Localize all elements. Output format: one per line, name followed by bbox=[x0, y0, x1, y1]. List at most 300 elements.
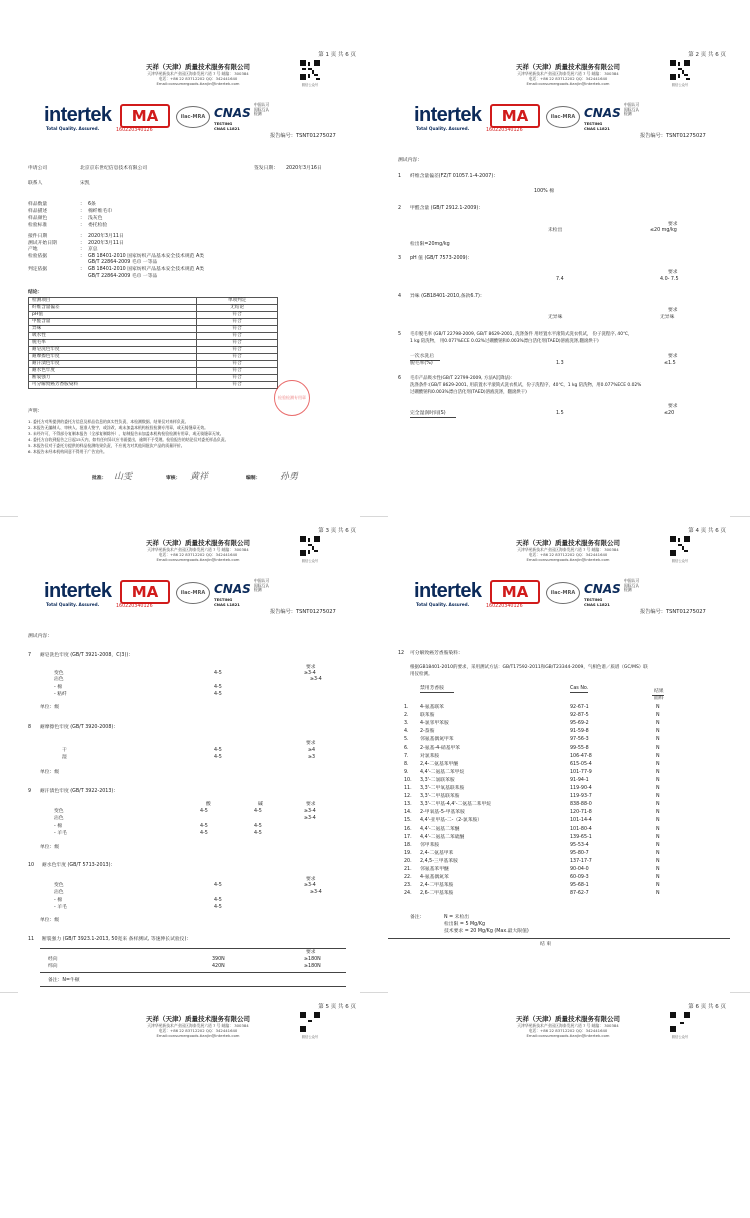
cnas-logo: CNAS bbox=[214, 106, 251, 120]
amine-name: 邻甲苯胺 bbox=[420, 842, 440, 848]
underline bbox=[570, 692, 588, 693]
item-title-absorbency: 毛巾产品吸水性(GB/T 22799-2009, 方法A沉降法)： bbox=[410, 376, 515, 381]
section-washing-fastness: 耐皂洗色牢度 (GB/T 3921-2008，C(3))： bbox=[40, 653, 134, 658]
test-info-value: 2020年3月11日 bbox=[88, 240, 124, 246]
amine-number: 8. bbox=[404, 761, 409, 767]
table-cell: 符合 bbox=[197, 326, 278, 333]
page-number: 第 4 页 共 6 页 bbox=[688, 528, 726, 534]
amine-name: 3,3'-二甲基-4,4'-二氨基二苯甲烷 bbox=[420, 802, 492, 808]
test-info-value: GB/T 22864-2009 毛巾 一等品 bbox=[88, 260, 158, 266]
table-cell: 符合 bbox=[197, 312, 278, 319]
qr-caption: 微信公众号 bbox=[671, 83, 689, 87]
staining-label: 沾色 bbox=[54, 890, 64, 895]
company-name: 天祥（天津）质量技术服务有限公司 bbox=[516, 63, 620, 71]
amine-number: 1. bbox=[404, 705, 409, 710]
cotton-label: - 棉 bbox=[54, 898, 63, 903]
note-item: 2. 本报告无编制人、审核人、批准人签字，或涂改，或未加盖本机构检验检测专用章，或无骑缝章无效。 bbox=[28, 425, 209, 430]
grade-requirement: ≥3-4 bbox=[304, 809, 316, 814]
table-row bbox=[29, 361, 278, 368]
amine-number: 9. bbox=[404, 769, 409, 775]
method-description-2: 用仪检测。 bbox=[410, 672, 433, 677]
company-address: 天津华苑新技术产业园区海泰发展六道 7 号 邮编： 300384 bbox=[517, 1023, 619, 1028]
table-cell: 符合 bbox=[197, 361, 278, 368]
ma-number: 160220340126 bbox=[486, 604, 523, 609]
cnas-cn: 中国认可 国际互认 检测 bbox=[254, 102, 270, 117]
cnas-cn: 中国认可 国际互认 检测 bbox=[624, 102, 640, 117]
company-phone: 电话：+86 22 83712202 QQ：342441640 bbox=[528, 76, 608, 81]
test-info-label: 判定依据 bbox=[28, 267, 48, 272]
amine-number: 21. bbox=[404, 867, 412, 872]
amine-cas: 101-77-9 bbox=[570, 769, 592, 775]
amine-name: 2,4-二氨基甲苯 bbox=[420, 850, 454, 856]
field-colon: ： bbox=[80, 253, 85, 259]
unit-label: 单位：级 bbox=[40, 845, 60, 850]
company-email: Email:consumergoods.tianjin@intertek.com bbox=[156, 1033, 240, 1038]
amine-cas: 139-65-1 bbox=[570, 834, 592, 840]
amine-number: 23. bbox=[404, 883, 412, 889]
test-info-label: 测试开始日期 bbox=[28, 240, 57, 246]
table-row bbox=[29, 347, 278, 354]
test-info-value: 2020年3月11日 bbox=[88, 234, 124, 239]
amine-number: 22. bbox=[404, 875, 412, 881]
grade-value: 4-5 bbox=[214, 748, 222, 753]
cnas-logo: CNAS bbox=[214, 582, 251, 596]
amine-name: 2-甲氧基-5-甲基苯胺 bbox=[420, 810, 465, 816]
item-number: 3 bbox=[398, 256, 402, 261]
company-email: Email:consumergoods.tianjin@intertek.com bbox=[156, 81, 240, 86]
ma-number: 160220340126 bbox=[486, 128, 523, 133]
field-colon: ： bbox=[80, 267, 85, 272]
item-number: 1 bbox=[398, 174, 402, 179]
amine-result: N bbox=[656, 810, 660, 816]
formaldehyde-limit: 检出限=20mg/kg bbox=[410, 242, 450, 247]
company-header bbox=[98, 538, 298, 562]
amine-cas: 106-47-8 bbox=[570, 753, 592, 759]
amine-result: N bbox=[656, 802, 660, 808]
field-colon: ： bbox=[80, 240, 85, 246]
contact-value: 宋凯 bbox=[80, 181, 90, 186]
table-cell: 符合 bbox=[197, 333, 278, 340]
item-title-fiber: 纤维含量偏差(FZ/T 01057.1-4-2007)： bbox=[410, 174, 498, 179]
table-row bbox=[29, 326, 278, 333]
company-address: 天津华苑新技术产业园区海泰发展六道 7 号 邮编： 300384 bbox=[147, 547, 249, 552]
item-title-lint: 毛巾脱毛率 (GB/T 22798-2009, GB/T 8629-2001, 洗涤条件 用经置水平滚筒式洗衣机试， 份子洗程序, 40℃， bbox=[410, 332, 633, 337]
qr-caption: 微信公众号 bbox=[301, 83, 319, 87]
table-row bbox=[29, 312, 278, 319]
amine-number: 19. bbox=[404, 850, 412, 856]
field-value: 委托检验 bbox=[88, 223, 108, 228]
item-title-odor: 异味 (GB18401-2010,条款6.7)： bbox=[410, 294, 485, 299]
amine-name: 4-氨基偶氮苯 bbox=[420, 875, 449, 881]
section-aromatic-amines: 可分解致癌芳香胺染料： bbox=[410, 651, 463, 656]
qr-code-icon bbox=[300, 1012, 320, 1032]
grade-value: 4-5 bbox=[214, 671, 222, 676]
amine-name: 3,3'-二甲基联苯胺 bbox=[420, 794, 460, 800]
amine-result: N bbox=[656, 834, 660, 840]
grade-requirement: ≥3-4 bbox=[310, 677, 322, 682]
company-header bbox=[98, 1014, 298, 1038]
section-water-fastness: 耐水色牢度 (GB/T 5713-2013)： bbox=[42, 863, 116, 868]
amine-name: 对氯苯胺 bbox=[420, 753, 440, 759]
intertek-tagline: Total Quality. Assured. bbox=[46, 602, 100, 607]
amine-cas: 92-67-1 bbox=[570, 705, 589, 710]
note-item: 6. 本报告未经本机构同意不得用于广告宣传。 bbox=[28, 449, 107, 454]
weft-label: 纬向 bbox=[48, 964, 58, 969]
table-row bbox=[29, 333, 278, 340]
test-contents-label: 测试内容： bbox=[28, 634, 52, 639]
grade-requirement: ≥3-4 bbox=[304, 883, 316, 888]
page-number: 第 1 页 共 6 页 bbox=[318, 52, 356, 58]
test-contents-label: 测试内容： bbox=[398, 158, 422, 163]
field-colon: ： bbox=[80, 234, 85, 239]
grade-value: 4-5 bbox=[214, 905, 222, 910]
amine-result: N bbox=[656, 753, 660, 759]
amine-number: 7. bbox=[404, 753, 409, 759]
company-name: 天祥（天津）质量技术服务有限公司 bbox=[146, 63, 250, 71]
table-cell: 吸水性 bbox=[29, 333, 197, 340]
weft-value: 420N bbox=[212, 964, 225, 969]
conclusion-table bbox=[28, 297, 278, 389]
company-address: 天津华苑新技术产业园区海泰发展六道 7 号 邮编： 300384 bbox=[147, 71, 249, 76]
amine-result: N bbox=[656, 818, 660, 824]
grade-value: 4-5 bbox=[214, 755, 222, 760]
company-header bbox=[98, 62, 298, 86]
report-page-3: 第 3 页 共 6 页 天祥（天津）质量技术服务有限公司 天津华苑新技术产业园区海泰发展六道 7 号 邮编： 300384 电话：+86 22 83712202 QQ：342441640 Email:consumergoods.tianjin@intertek.com 微信公众号 intertek Total Quality. Assured. MA 160220340126 ilac-MRA CNAS TESTING CNAS L1821 中国认可 国际互认 检测 报告编号：TSNT01275027 测试内容： 7 耐皂洗色牢度 (GB/T 3921-2008，C(3))： 要求 变色 4-5 ≥3-4 沾色 ≥3-4 - 棉 4-5 - 粘纤 4-5 单位：级 8 耐摩擦色牢度 (GB/T 3920-2008)： 要求 干 4-5 ≥4 湿 4-5 ≥3 单位：级 9 耐汗渍色牢度 (GB/T 3922-2013)： 酸 碱 要求 变色 4-5 4-5 ≥3-4 沾色 ≥3-4 - 棉 4-5 4-5 - 羊毛 4-5 4-5 单位：级 10 耐水色牢度 (GB/T 5713-2013)： 要求 变色 4-5 ≥3-4 沾色 ≥3-4 - 棉 4-5 - 羊毛 4-5 单位：级 11 断裂强力 (GB/T 3923.1-2013, 50宽来 条样测试, 等速伸长试验仪)： 要求 经向 390N ≥180N 纬向 420N ≥180N 备注：N=牛顿 bbox=[18, 520, 360, 996]
accreditation-logos bbox=[398, 100, 728, 139]
company-header bbox=[468, 62, 668, 86]
amine-number: 18. bbox=[404, 842, 412, 848]
field-value: 浅灰色 bbox=[88, 216, 103, 221]
field-colon: ： bbox=[80, 216, 85, 221]
table-cell: 脱毛率 bbox=[29, 340, 197, 347]
item-number: 2 bbox=[398, 206, 402, 211]
reviewer-signature: 黄祥 bbox=[190, 472, 209, 482]
lint-rate-label: 脱毛率(%) bbox=[410, 361, 433, 366]
odor-result: 无异味 bbox=[548, 315, 563, 320]
amine-number: 14. bbox=[404, 810, 412, 816]
company-phone: 电话：+86 22 83712202 QQ：342441640 bbox=[158, 1028, 238, 1033]
qr-caption: 微信公众号 bbox=[671, 1035, 689, 1039]
absorbency-requirement: ≤20 bbox=[664, 411, 675, 416]
ilac-mra-logo: ilac-MRA bbox=[546, 582, 580, 604]
warp-label: 经向 bbox=[48, 957, 58, 962]
remark-nd: N = 未检出 bbox=[444, 915, 470, 920]
company-name: 天祥（天津）质量技术服务有限公司 bbox=[516, 539, 620, 547]
amine-cas: 101-80-4 bbox=[570, 826, 592, 832]
requirement-label: 要求 bbox=[668, 354, 678, 359]
contact-label: 联系人 bbox=[28, 181, 43, 186]
amine-result: N bbox=[656, 713, 660, 719]
absorbency-result: 1.5 bbox=[556, 411, 564, 416]
amine-cas: 95-68-1 bbox=[570, 883, 589, 889]
field-colon: ： bbox=[80, 202, 85, 207]
ma-mark: MA bbox=[490, 104, 540, 128]
company-phone: 电话：+86 22 83712202 QQ：342441640 bbox=[528, 1028, 608, 1033]
amine-result: N bbox=[656, 705, 660, 710]
amine-result: N bbox=[656, 761, 660, 767]
amine-number: 3. bbox=[404, 721, 409, 727]
cnas-logo: CNAS bbox=[584, 106, 621, 120]
ma-number: 160220340126 bbox=[116, 604, 153, 609]
strength-requirement: ≥180N bbox=[304, 957, 321, 962]
remark-requirement: 技术要求 = 20 Mg/Kg (Max.最大限值) bbox=[444, 929, 529, 934]
requirement-label: 要求 bbox=[668, 222, 678, 227]
amine-name: 4,4'-二氨基二苯硫醚 bbox=[420, 834, 465, 840]
formaldehyde-requirement: ≤20 mg/kg bbox=[650, 228, 677, 233]
intertek-logo: intertek bbox=[414, 580, 482, 602]
amine-cas: 101-14-4 bbox=[570, 818, 592, 824]
amine-cas: 119-90-4 bbox=[570, 786, 592, 791]
grade-value: 4-5 bbox=[214, 883, 222, 888]
page-number: 第 3 页 共 6 页 bbox=[318, 528, 356, 534]
page-number: 第 5 页 共 6 页 bbox=[318, 1004, 356, 1010]
dry-label: 干 bbox=[62, 748, 67, 753]
end-marker: 结 束 bbox=[540, 942, 552, 947]
amine-number: 13. bbox=[404, 802, 412, 808]
viscose-label: - 粘纤 bbox=[54, 692, 67, 697]
company-email: Email:consumergoods.tianjin@intertek.com bbox=[156, 557, 240, 562]
table-cell: 纤维含量偏差 bbox=[29, 305, 197, 312]
table-cell: 符合 bbox=[197, 319, 278, 326]
approver-signature: 山雯 bbox=[114, 472, 133, 482]
amine-result: N bbox=[656, 777, 660, 783]
table-cell: pH值 bbox=[29, 312, 197, 319]
amine-name: 4,4'-二氨基二苯醚 bbox=[420, 826, 460, 832]
grade-requirement: ≥3-4 bbox=[304, 816, 316, 821]
amine-result: N bbox=[656, 737, 660, 743]
lint-conditions: 1 kg 陪洗物， 用0.077%ECE 0.02%过硼酸钠和0.003%漂白活化剂(TAED)溶液洗涤,翻滚烘干) bbox=[410, 339, 599, 344]
test-info-value: GB 18401-2010 国家纺织产品基本安全技术规范 A类 bbox=[88, 253, 205, 259]
grade-requirement: ≥3 bbox=[308, 755, 316, 760]
company-email: Email:consumergoods.tianjin@intertek.com bbox=[526, 1033, 610, 1038]
amine-number: 15. bbox=[404, 818, 412, 824]
inspection-stamp: 检验检测专用章 bbox=[274, 380, 310, 416]
cotton-label: - 棉 bbox=[54, 824, 63, 829]
amine-cas: 120-71-8 bbox=[570, 810, 592, 816]
cotton-label: - 棉 bbox=[54, 685, 63, 690]
field-label: 检验标准 bbox=[28, 223, 48, 228]
table-row bbox=[29, 340, 278, 347]
ilac-mra-logo: ilac-MRA bbox=[546, 106, 580, 128]
report-page-6 bbox=[388, 996, 730, 1056]
grade-requirement: ≥3-4 bbox=[310, 890, 322, 895]
company-address: 天津华苑新技术产业园区海泰发展六道 7 号 邮编： 300384 bbox=[517, 71, 619, 76]
color-change-label: 变色 bbox=[54, 883, 64, 888]
approved-label: 批准： bbox=[92, 476, 107, 481]
amine-name: 4,4'-二氨基二苯甲烷 bbox=[420, 769, 465, 775]
note-item: 3. 未经许可，不得部分复制本报告（全部复制除外），复制报告未加盖本机构检验检测专用章，或无骑缝章无效。 bbox=[28, 431, 224, 436]
company-header bbox=[468, 538, 668, 562]
table-cell: 耐汗渍色牢度 bbox=[29, 361, 197, 368]
page-number: 第 2 页 共 6 页 bbox=[688, 52, 726, 58]
cas-column-header: Cas No. bbox=[570, 686, 589, 691]
table-header-cell: 检测项目 bbox=[29, 298, 197, 305]
method-description: 根据GB18401-2010的要求，采用测试方法：GB/T17592-2011和GB/T23344-2009，气相色谱／质谱（GC/MS）联 bbox=[410, 665, 648, 670]
grade-value: 4-5 bbox=[214, 692, 222, 697]
table-header-row bbox=[29, 298, 278, 305]
result-column-header: 结果 bbox=[654, 689, 664, 694]
table-cell: 异味 bbox=[29, 326, 197, 333]
amine-result: N bbox=[656, 875, 660, 881]
absorbency-conditions-2: 过硼酸钠和0.003%漂白活化剂(TAED)溶液洗涤，翻滚烘干) bbox=[410, 390, 527, 395]
amine-name: 2-氨基-4-硝基甲苯 bbox=[420, 745, 461, 751]
amine-name: 2,4,5-三甲基苯胺 bbox=[420, 858, 458, 864]
cnas-sub: TESTING CNAS L1821 bbox=[584, 597, 610, 607]
amine-result: N bbox=[656, 891, 660, 897]
note-item: 4. 委托方自收到报告之日起15天内，如有任何异议应书面提出，逾期不予受理。检验报告的结论仅对委托样品负责。 bbox=[28, 437, 229, 442]
applicant-label: 申请公司 bbox=[28, 166, 48, 171]
amine-cas: 95-53-4 bbox=[570, 842, 589, 848]
company-phone: 电话：+86 22 83712202 QQ：342441640 bbox=[158, 552, 238, 557]
ph-result: 7.4 bbox=[556, 277, 564, 282]
amine-number: 12. bbox=[404, 794, 412, 800]
acid-label: 酸 bbox=[206, 802, 211, 807]
amine-cas: 838-88-0 bbox=[570, 802, 592, 808]
amine-cas: 87-62-7 bbox=[570, 891, 589, 897]
intertek-tagline: Total Quality. Assured. bbox=[416, 602, 470, 607]
grade-value: 4-5 bbox=[214, 898, 222, 903]
company-email: Email:consumergoods.tianjin@intertek.com bbox=[526, 557, 610, 562]
requirement-label: 要求 bbox=[668, 404, 678, 409]
company-phone: 电话：+86 22 83712202 QQ：342441640 bbox=[528, 552, 608, 557]
test-info-value: GB/T 22864-2009 毛巾 一等品 bbox=[88, 273, 158, 279]
field-label: 样品描述 bbox=[28, 209, 48, 214]
table-cell: 符合 bbox=[197, 354, 278, 361]
qr-code-icon bbox=[670, 536, 690, 556]
test-info-label: 产地 bbox=[28, 247, 38, 253]
table-rule bbox=[40, 948, 346, 949]
amine-name: 4-氯邻甲苯胺 bbox=[420, 721, 449, 727]
grade-value: 4-5 bbox=[214, 685, 222, 690]
table-cell: 符合 bbox=[197, 382, 278, 389]
report-number: 报告编号：TSNT01275027 bbox=[270, 609, 336, 615]
remark-label: 备注： bbox=[410, 915, 425, 920]
grade-value: 4-5 bbox=[200, 824, 208, 829]
staining-label: 沾色 bbox=[54, 816, 64, 821]
cnas-cn: 中国认可 国际互认 检测 bbox=[624, 578, 640, 593]
grade-value: 4-5 bbox=[200, 809, 208, 814]
qr-code-icon bbox=[300, 536, 320, 556]
grade-value: 4-5 bbox=[254, 831, 262, 836]
qr-code-icon bbox=[670, 60, 690, 80]
unit-label: 单位：级 bbox=[40, 918, 60, 923]
amine-result: N bbox=[656, 850, 660, 856]
amine-cas: 91-59-8 bbox=[570, 729, 589, 735]
amine-number: 2. bbox=[404, 713, 409, 719]
amine-number: 10. bbox=[404, 777, 412, 783]
amine-name: 2,6-二甲基苯胺 bbox=[420, 891, 454, 897]
applicant-value: 北京京东世纪信息技术有限公司 bbox=[80, 166, 148, 171]
test-info-label: 接件日期 bbox=[28, 234, 48, 239]
amine-result: N bbox=[656, 858, 660, 864]
fabric-column-header: 面料 bbox=[654, 696, 664, 701]
lint-requirement: ≤1.5 bbox=[664, 361, 676, 366]
underline bbox=[410, 417, 456, 418]
table-row bbox=[29, 305, 278, 312]
report-page-5 bbox=[18, 996, 360, 1056]
amine-result: N bbox=[656, 883, 660, 889]
wool-label: - 羊毛 bbox=[54, 831, 67, 836]
table-row bbox=[29, 368, 278, 375]
unit-label: 单位：级 bbox=[40, 705, 60, 710]
requirement-label: 要求 bbox=[306, 665, 316, 670]
amine-name: 联苯胺 bbox=[420, 713, 435, 719]
ma-number: 160220340126 bbox=[116, 128, 153, 133]
ilac-mra-logo: ilac-MRA bbox=[176, 106, 210, 128]
amine-number: 4. bbox=[404, 729, 409, 735]
formaldehyde-result: 未检出 bbox=[548, 228, 563, 233]
lint-result: 1.3 bbox=[556, 361, 564, 366]
notes-label: 声明： bbox=[28, 409, 43, 414]
table-cell: 耐摩擦色牢度 bbox=[29, 354, 197, 361]
fiber-result: 100% 棉 bbox=[534, 189, 555, 194]
conclusion-label: 结论： bbox=[28, 290, 43, 295]
field-colon: ： bbox=[80, 209, 85, 214]
amine-result: N bbox=[656, 745, 660, 751]
table-cell: 耐皂洗色牢度 bbox=[29, 347, 197, 354]
grade-value: 4-5 bbox=[200, 831, 208, 836]
intertek-tagline: Total Quality. Assured. bbox=[46, 126, 100, 131]
item-title-ph: pH 值 (GB/T 7573-2009)： bbox=[410, 256, 473, 261]
amine-name: 2,4-二甲基苯胺 bbox=[420, 883, 454, 889]
compiler-signature: 孙勇 bbox=[280, 472, 299, 482]
amine-name: 3,3'-二氯联苯胺 bbox=[420, 777, 455, 783]
field-colon: ： bbox=[80, 223, 85, 228]
amine-number: 24. bbox=[404, 891, 412, 897]
amine-number: 6. bbox=[404, 745, 409, 751]
cnas-sub: TESTING CNAS L1821 bbox=[214, 121, 240, 131]
amine-name: 2-萘胺 bbox=[420, 729, 435, 735]
cnas-cn: 中国认可 国际互认 检测 bbox=[254, 578, 270, 593]
amine-result: N bbox=[656, 867, 660, 872]
intertek-logo: intertek bbox=[44, 580, 112, 602]
intertek-logo: intertek bbox=[44, 104, 112, 126]
ph-requirement: 4.0- 7.5 bbox=[660, 277, 679, 282]
ma-mark: MA bbox=[120, 104, 170, 128]
qr-caption: 微信公众号 bbox=[301, 1035, 319, 1039]
accreditation-logos bbox=[398, 576, 728, 615]
note-item: 1. 委托方对所提供的委托方信息及样品信息的真实性负责，本检测数据、结果仅对来样负责。 bbox=[28, 419, 189, 424]
amine-result: N bbox=[656, 842, 660, 848]
amine-result: N bbox=[656, 721, 660, 727]
table-rule bbox=[40, 986, 346, 987]
grade-requirement: ≥3-4 bbox=[304, 671, 316, 676]
company-name: 天祥（天津）质量技术服务有限公司 bbox=[146, 539, 250, 547]
lint-wash-label: 一次水洗后 bbox=[410, 354, 434, 359]
amine-cas: 60-09-3 bbox=[570, 875, 589, 881]
amine-number: 5. bbox=[404, 737, 409, 743]
table-cell: 耐水色牢度 bbox=[29, 368, 197, 375]
amine-cas: 92-87-5 bbox=[570, 713, 589, 719]
field-label: 样品数量 bbox=[28, 202, 48, 207]
table-cell: 断裂强力 bbox=[29, 375, 197, 382]
item-number: 5 bbox=[398, 332, 402, 337]
ilac-mra-logo: ilac-MRA bbox=[176, 582, 210, 604]
staining-label: 沾色 bbox=[54, 677, 64, 682]
field-colon: ： bbox=[80, 247, 85, 253]
requirement-label: 要求 bbox=[306, 741, 316, 746]
color-change-label: 变色 bbox=[54, 809, 64, 814]
requirement-label: 要求 bbox=[306, 877, 316, 882]
table-cell: 符合 bbox=[197, 368, 278, 375]
wet-label: 湿 bbox=[62, 755, 67, 760]
table-row bbox=[29, 354, 278, 361]
strength-requirement: ≥180N bbox=[304, 964, 321, 969]
report-number: 报告编号：TSNT01275027 bbox=[270, 133, 336, 139]
test-info-value: 京总 bbox=[88, 247, 98, 253]
company-phone: 电话：+86 22 83712202 QQ：342441640 bbox=[158, 76, 238, 81]
field-label: 样品颜色 bbox=[28, 216, 48, 221]
